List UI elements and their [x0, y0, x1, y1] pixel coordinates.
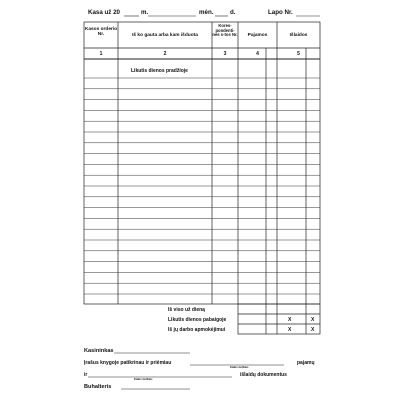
x-mark: X — [288, 317, 292, 323]
expense-docs-label: išlaidų dokumentus — [240, 372, 287, 378]
column-number-5: 5 — [297, 51, 300, 57]
closing-balance-label: Likutis dienos pabaigoje — [168, 317, 227, 323]
and-label: ir — [84, 372, 88, 378]
column-number-1: 1 — [99, 51, 103, 57]
column-number-3: 3 — [223, 51, 227, 57]
quantity-in-words-hint: Kiekis žodžiais — [134, 378, 153, 381]
column-number-4: 4 — [256, 51, 259, 57]
paid-wages-label: Iš jų darbo apmokėjimui — [168, 327, 226, 333]
page-number-label: Lapo Nr. — [268, 9, 293, 16]
month-label: mėn. — [199, 9, 214, 16]
column-header-expenses: Išlaidos — [289, 33, 308, 38]
year-suffix: m. — [141, 9, 149, 16]
column-number-2: 2 — [163, 51, 167, 57]
records-accepted-text: Įrašus knygoje patikrinau ir priėmiau — [84, 360, 172, 366]
accountant-label: Buhalteris — [84, 384, 112, 390]
column-header-income: Pajamos — [247, 33, 268, 38]
cashier-label: Kasininkas — [84, 348, 114, 354]
day-label: d. — [230, 9, 236, 16]
column-header-correspondent-account: Kores- pondenti- nės s-tos Nr. — [212, 23, 238, 38]
x-mark: X — [311, 327, 315, 333]
x-mark: X — [288, 327, 292, 333]
column-header-from-to: Iš ko gauta arba kam išduota — [132, 33, 198, 38]
column-header-order-no: Kasos orderio Nr. — [84, 27, 118, 38]
x-mark: X — [311, 317, 315, 323]
day-total-label: Iš viso už dieną — [168, 307, 205, 313]
income-docs-label: pajamų — [297, 360, 315, 366]
opening-balance-label: Likutis dienos pradžioje — [131, 68, 188, 74]
kasa-prefix: Kasa už 20 — [88, 9, 120, 16]
quantity-in-words-hint: Kiekis žodžiais — [230, 366, 249, 369]
